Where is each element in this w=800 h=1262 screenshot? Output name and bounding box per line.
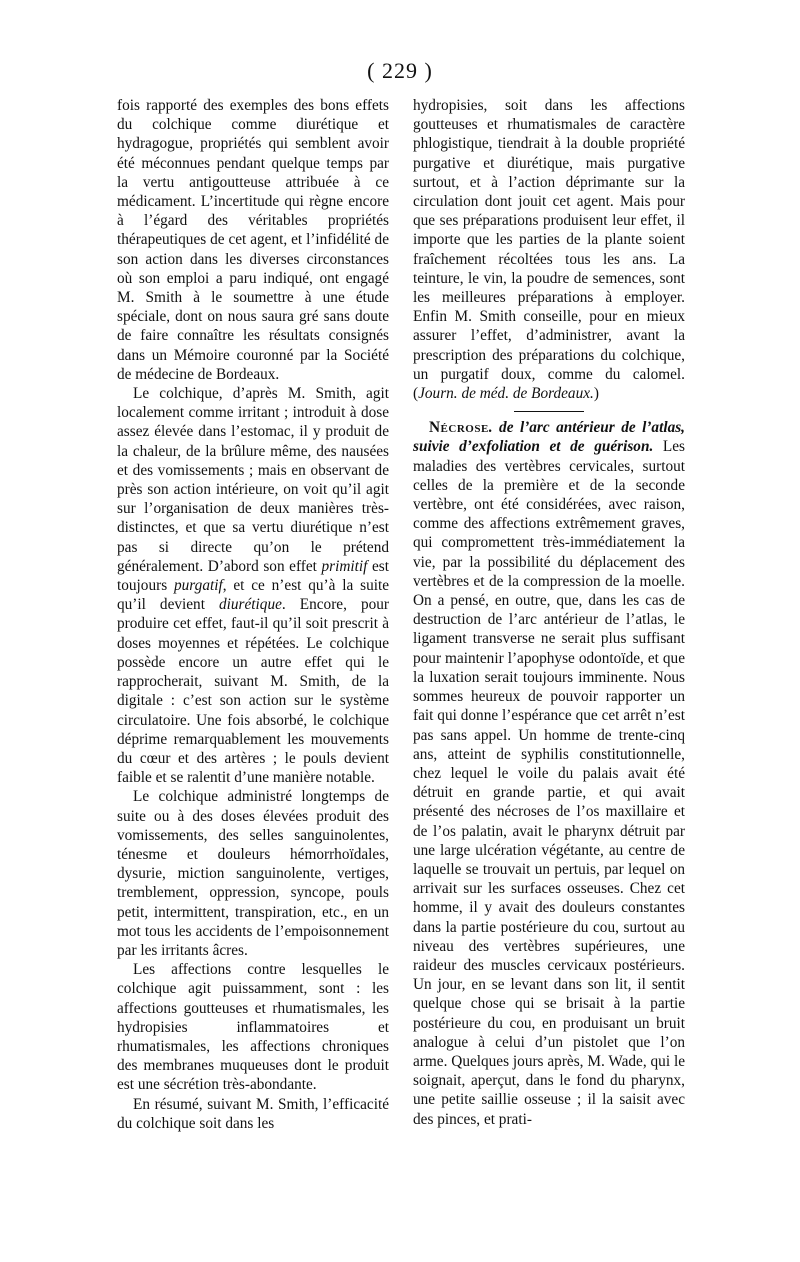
right-p1-text-a: hydropisies, soit dans les affections goutteuses et rhumatismales de caractère phlogistique, tiendrait à la double propriété purgative et diurétique, mais purgative surtout, et à l’action déprimante sur la circulation dont jouit cet agent. Mais pour que ses préparations produisent leur effet, il importe que les parties de la plante soient fraîchement récoltées tous les ans. La teinture, le vin, la poudre de semences, sont les meilleures préparations à employer. Enfin M. Smith conseille, pour en mieux assurer l’effet, d’administrer, avant la prescription des préparations du colchique, un purgatif doux, comme du calomel. ( [413, 97, 685, 403]
left-p2-text-c: , et ce n’est qu’à la suite qu’il devient [117, 577, 390, 614]
page-number: ( 229 ) [367, 58, 433, 83]
left-p2-text-b: est toujours [117, 557, 389, 595]
left-p2-text-a: Le colchique, d’après M. Smith, agit localement comme irritant ; introduit à dose assez élevée dans l’estomac, il y produit de la chaleur, de la brûlure même, des nausées et des vomissements ; mais en observant de près son action intérieure, on voit qu’il agit sur l’organisation de deux manières très-distinctes, et que sa vertu diurétique n’est pas si directe qu’on le prétend généralement. D’abord son effet [117, 385, 389, 575]
left-paragraph-5: En résumé, suivant M. Smith, l’efficacité du colchique soit dans les [117, 1095, 389, 1132]
right-p2-body: Les maladies des vertèbres cervicales, surtout celles de la première et de la seconde vertèbre, ont été considérées, avec raison, comme des affections extrêmement graves, qui compromettent très-immédiatement la vie, par la possibilité du déplacement des vertèbres et de la compression de la moelle. On a pensé, en outre, que, dans les cas de destruction de l’arc antérieur de l’atlas, le ligament transverse ne serait plus suffisant pour maintenir l’apophyse odontoïde, et que la luxation serait toujours imminente. Nous sommes heureux de pouvoir rapporter un fait qui donne l’espérance que cet arrêt n’est pas sans appel. Un homme de trente-cinq ans, atteint de syphilis constitutionnelle, chez lequel le voile du palais avait été détruit en grande partie, et qui avait présenté des nécroses de l’os maxillaire et de l’os palatin, avait le pharynx détruit par une large ulcération végétante, au centre de laquelle se trouvait un pertuis, par lequel on arrivait sur les surfaces osseuses. Chez cet homme, il y avait des douleurs constantes dans la partie postérieure du cou, surtout au niveau des vertèbres supérieures, une raideur des muscles cervicaux postérieurs. Un jour, en se levant dans son lit, il sentit quelque chose qui se brisait à la partie postérieure du cou, en produisant un bruit analogue à celui d’un pistolet que l’on arme. Quelques jours après, M. Wade, qui le soignait, aperçut, dans le fond du pharynx, une petite saillie osseuse ; il la saisit avec des pinces, et prati- [413, 438, 685, 1128]
left-paragraph-2 [117, 384, 389, 787]
left-p2-primitif: primitif [321, 557, 368, 575]
left-paragraph-4: Les affections contre lesquelles le colchique agit puissamment, sont : les affections goutteuses et rhumatismales, les hydropisies inflammatoires et rhumatismales, les affections chroniques des membranes muqueuses dont le produit est une sécrétion très-abondante. [117, 961, 389, 1094]
right-paragraph-2 [413, 418, 685, 1129]
left-paragraph-3: Le colchique administré longtemps de suite ou à des doses élevées produit des vomissements, des selles sanguinolentes, ténesme et douleurs hémorrhoïdales, dysurie, miction sanguinolente, vertiges, tremblement, oppression, syncope, pouls petit, intermittent, transpiration, etc., en un mot tous les accidents de l’empoisonnement par les irritants âcres. [117, 788, 389, 959]
right-p1-text-b: ) [593, 385, 599, 403]
left-p2-purgatif: purgatif [173, 577, 223, 595]
section-heading-necrose: Nécrose [429, 419, 489, 437]
journal-citation: Journ. de méd. de Bordeaux. [418, 385, 594, 403]
left-paragraph-1: fois rapporté des exemples des bons effets du colchique comme diurétique et hydragogue, propriétés qui semblent avoir été méconnues pendant quelque temps par la vertu antigoutteuse attribuée à ce médicament. L’incertitude qui règne encore à l’égard des véritables propriétés thérapeutiques de cet agent, et l’infidélité de son action dans les diverses circonstances où son emploi a paru indiqué, ont engagé M. Smith à le soumettre à une étude spéciale, dont on nous saura gré sans doute de faire connaître les résultats consignés dans un Mémoire couronné par la Société de médecine de Bordeaux. [117, 97, 389, 383]
right-paragraph-1 [413, 96, 685, 403]
left-p2-text-d: . Encore, pour produire cet effet, faut-il qu’il soit prescrit à doses moyennes et répétées. Le colchique possède encore un autre effet qui le rapprocherait, suivant M. Smith, de la digitale : c’est son action sur le système circulatoire. Une fois absorbé, le colchique déprime remarquablement les mouvements du cœur et des artères ; le pouls devient faible et se ralentit d’une manière notable. [117, 596, 389, 787]
section-title: . de l’arc antérieur de l’atlas, suivie d’exfoliation et de guérison. [413, 419, 685, 456]
left-column [117, 96, 389, 1133]
left-p2-diuretique: diurétique [219, 596, 282, 614]
right-column [413, 96, 685, 1129]
section-divider [514, 411, 584, 412]
